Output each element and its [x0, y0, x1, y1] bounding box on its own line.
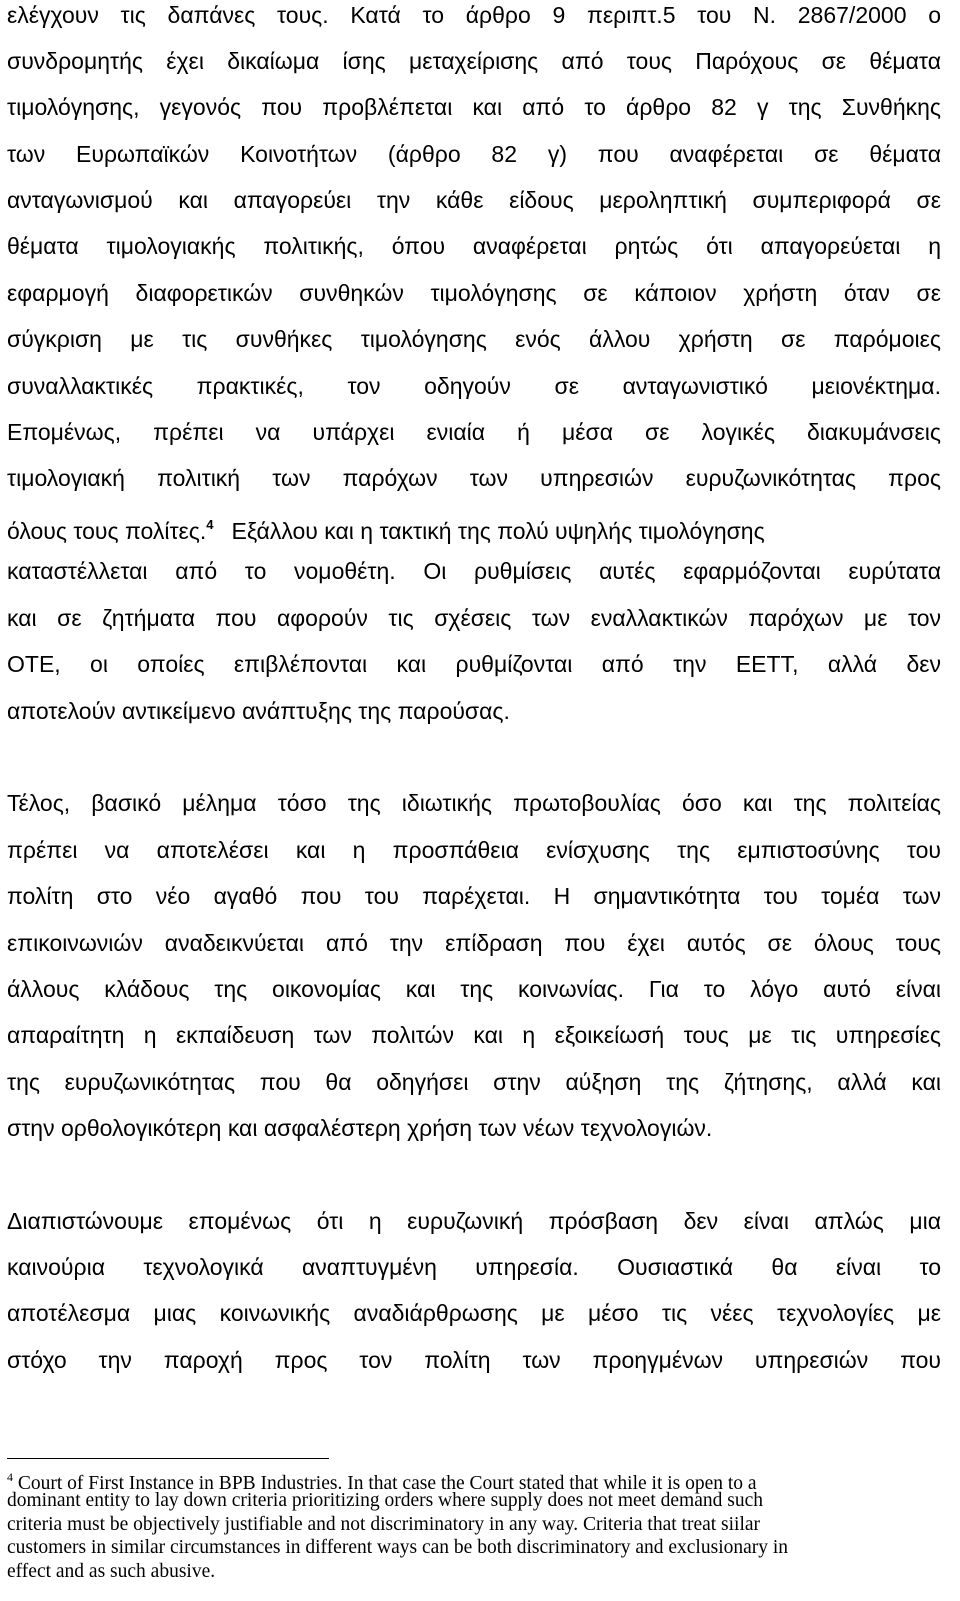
body-text-line-with-footnote	[7, 510, 765, 546]
body-text-line: καινούρια τεχνολογικά αναπτυγμένη υπηρεσία. Ουσιαστικά θα είναι το	[7, 1254, 941, 1280]
body-text-line: Διαπιστώνουμε επομένως ότι η ευρυζωνική πρόσβαση δεν είναι απλώς μια	[7, 1208, 941, 1234]
body-text-line: απαραίτητη η εκπαίδευση των πολιτών και η εξοικείωσή τους με τις υπηρεσίες	[7, 1022, 941, 1048]
body-text-line: σύγκριση με τις συνθήκες τιμολόγησης ενός άλλου χρήστη σε παρόμοιες	[7, 326, 941, 352]
footnote-number: 4	[7, 1470, 13, 1484]
footnote-line: customers in similar circumstances in different ways can be both discriminatory and exclusionary in	[7, 1537, 789, 1558]
body-text-line: θέματα τιμολογιακής πολιτικής, όπου αναφέρεται ρητώς ότι απαγορεύεται η	[7, 233, 941, 259]
body-text-line: στόχο την παροχή προς τον πολίτη των προηγμένων υπηρεσιών που	[7, 1347, 941, 1373]
footnote-line: criteria must be objectively justifiable and not discriminatory in any way. Criteria that treat siilar	[7, 1514, 761, 1535]
footnote-text: Court of First Instance in BPB Industries. In that case the Court stated that while it is open to a	[17, 1473, 757, 1494]
footnote-line: dominant entity to lay down criteria prioritizing orders where supply does not meet demand such	[7, 1490, 763, 1511]
body-text-line: αποτελούν αντικείμενο ανάπτυξης της παρούσας.	[7, 698, 510, 724]
body-text-line: αποτέλεσμα μιας κοινωνικής αναδιάρθρωσης με μέσο τις νέες τεχνολογίες με	[7, 1300, 941, 1326]
body-text-line: τιμολόγησης, γεγονός που προβλέπεται και από το άρθρο 82 γ της Συνθήκης	[7, 94, 941, 120]
footnote-separator	[7, 1458, 329, 1459]
footnote-reference-marker: 4	[206, 517, 214, 532]
body-text-line: Επομένως, πρέπει να υπάρχει ενιαία ή μέσα σε λογικές διακυμάνσεις	[7, 419, 941, 445]
body-text-line: της ευρυζωνικότητας που θα οδηγήσει στην αύξηση της ζήτησης, αλλά και	[7, 1069, 941, 1095]
body-text-line: και σε ζητήματα που αφορούν τις σχέσεις των εναλλακτικών παρόχων με τον	[7, 605, 941, 631]
body-text-line: πολίτη στο νέο αγαθό που του παρέχεται. Η σημαντικότητα του τομέα των	[7, 883, 941, 909]
body-text-line: στην ορθολογικότερη και ασφαλέστερη χρήση των νέων τεχνολογιών.	[7, 1115, 713, 1141]
body-text-line: πρέπει να αποτελέσει και η προσπάθεια ενίσχυσης της εμπιστοσύνης του	[7, 837, 941, 863]
body-text-line: συνδρομητής έχει δικαίωμα ίσης μεταχείρισης από τους Παρόχους σε θέματα	[7, 48, 941, 74]
body-text-line: Τέλος, βασικό μέλημα τόσο της ιδιωτικής πρωτοβουλίας όσο και της πολιτείας	[7, 790, 941, 816]
body-text-line: καταστέλλεται από το νομοθέτη. Οι ρυθμίσεις αυτές εφαρμόζονται ευρύτατα	[7, 558, 941, 584]
body-text-line: των Ευρωπαϊκών Κοινοτήτων (άρθρο 82 γ) που αναφέρεται σε θέματα	[7, 141, 941, 167]
footnote-line: effect and as such abusive.	[7, 1561, 216, 1582]
body-text-line: εφαρμογή διαφορετικών συνθηκών τιμολόγησης σε κάποιον χρήστη όταν σε	[7, 280, 941, 306]
body-text-segment: Εξάλλου και η τακτική της πολύ υψηλής τιμολόγησης	[231, 518, 765, 544]
body-text-line: συναλλακτικές πρακτικές, τον οδηγούν σε ανταγωνιστικό μειονέκτημα.	[7, 373, 941, 399]
body-text-line: επικοινωνιών αναδεικνύεται από την επίδραση που έχει αυτός σε όλους τους	[7, 930, 941, 956]
body-text-line: ανταγωνισμού και απαγορεύει την κάθε είδους μεροληπτική συμπεριφορά σε	[7, 187, 941, 213]
body-text-line: τιμολογιακή πολιτική των παρόχων των υπηρεσιών ευρυζωνικότητας προς	[7, 465, 941, 491]
body-text-line: άλλους κλάδους της οικονομίας και της κοινωνίας. Για το λόγο αυτό είναι	[7, 976, 941, 1002]
body-text-line: ελέγχουν τις δαπάνες τους. Κατά το άρθρο 9 περιπτ.5 του Ν. 2867/2000 ο	[7, 2, 941, 28]
body-text-segment: όλους τους πολίτες.	[7, 518, 207, 544]
body-text-line: ΟΤΕ, οι οποίες επιβλέπονται και ρυθμίζονται από την ΕΕΤΤ, αλλά δεν	[7, 651, 941, 677]
